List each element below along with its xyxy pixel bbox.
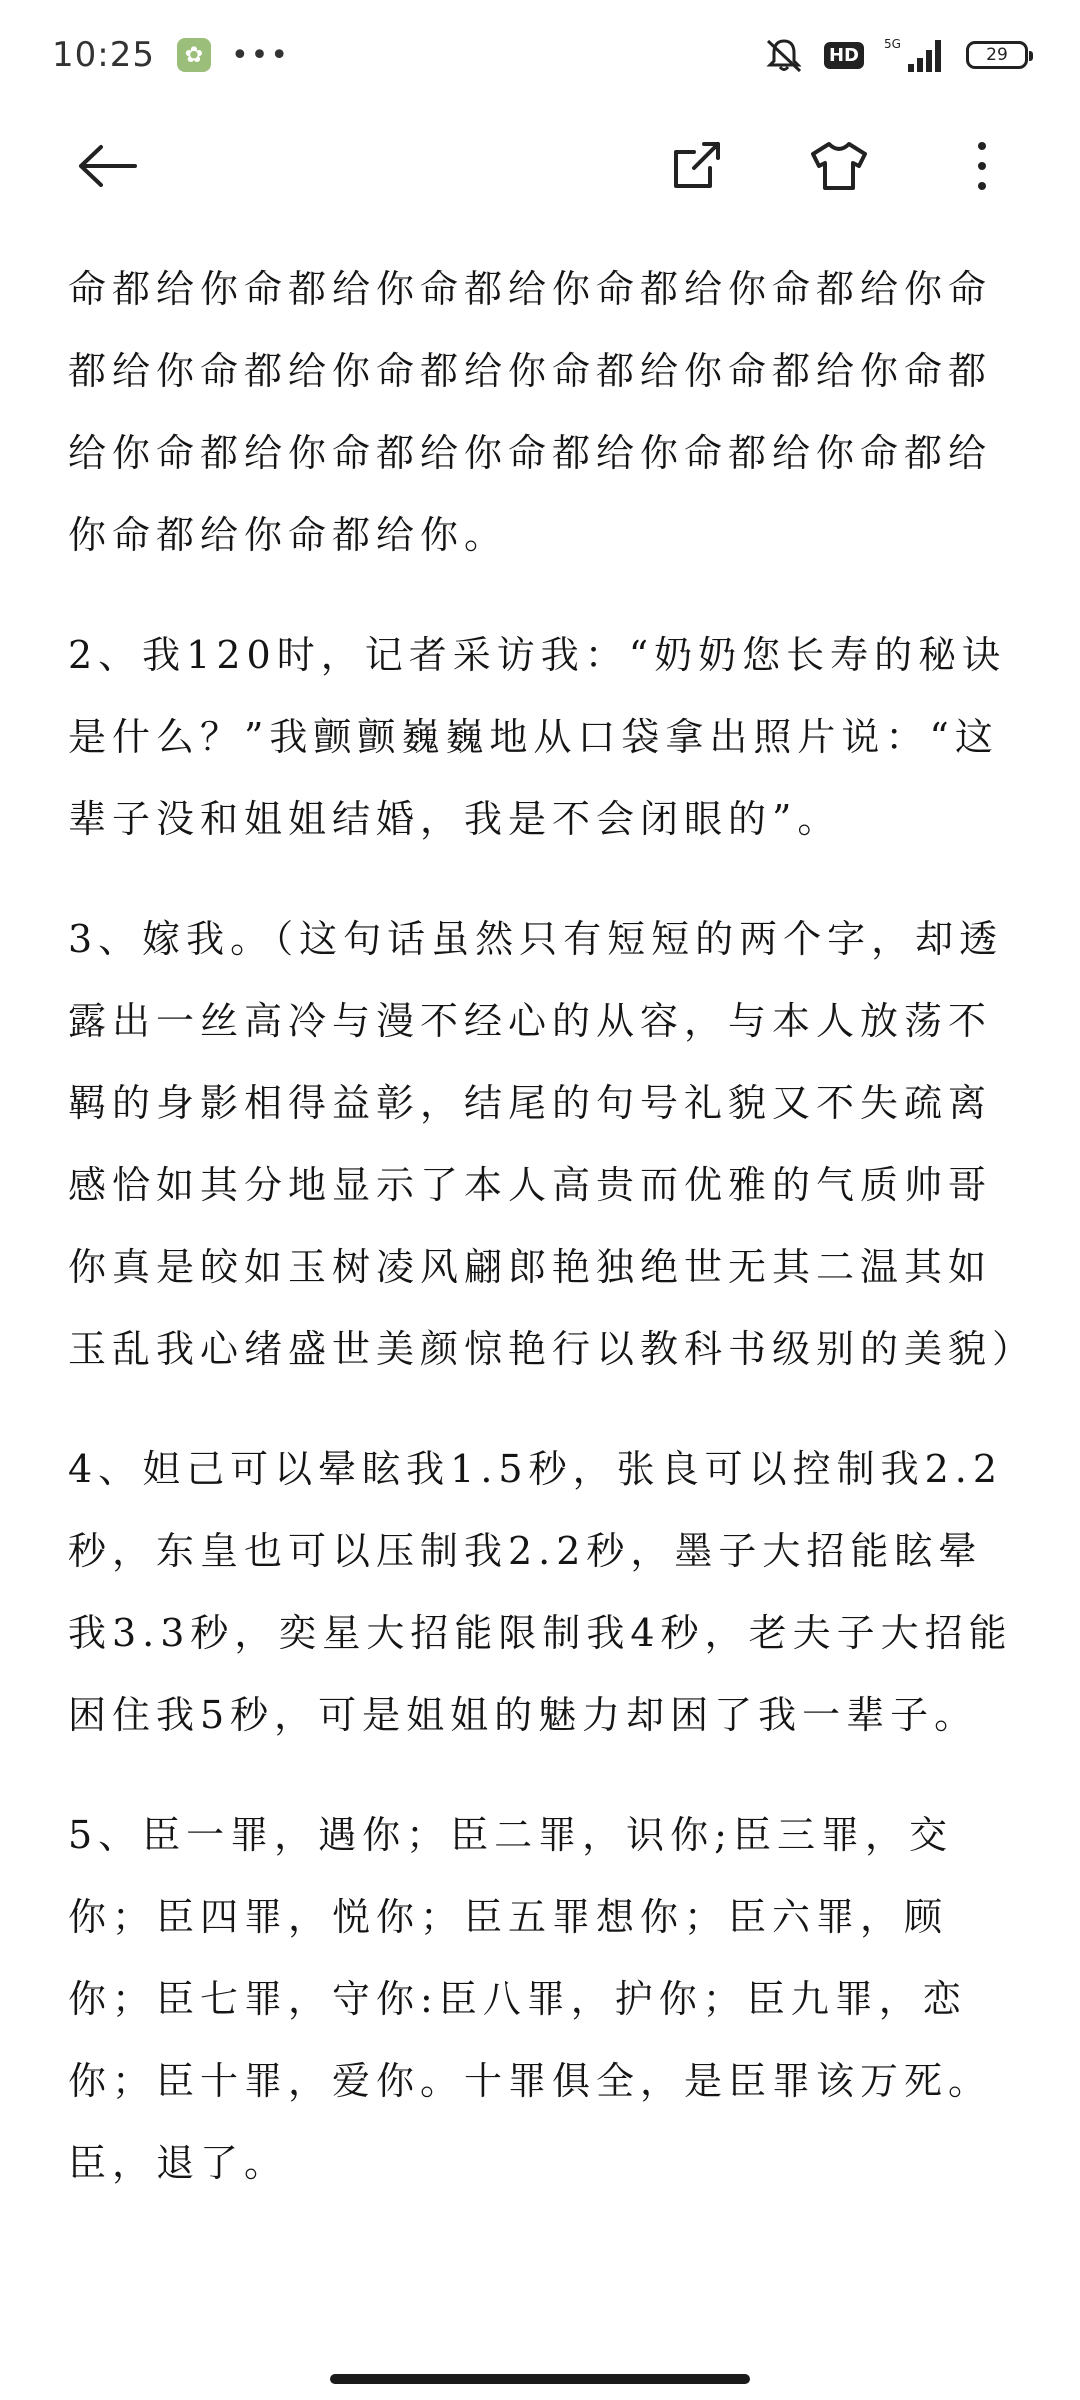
theme-shirt-icon (809, 138, 869, 194)
battery-icon (966, 41, 1028, 69)
home-indicator[interactable] (330, 2374, 750, 2384)
more-options-button[interactable] (946, 130, 1018, 202)
status-icons (764, 36, 1028, 74)
network-label: 5G (884, 37, 901, 51)
theme-button[interactable] (803, 130, 875, 202)
back-button[interactable] (70, 130, 142, 202)
share-icon (668, 138, 724, 194)
back-arrow-icon (75, 143, 137, 189)
paragraph-1: 命都给你命都给你命都给你命都给你命都给你命都给你命都给你命都给你命都给你命都给你命都给你命都给你命都给你命都给你命都给你命都给你命都给你命都给你。 (68, 267, 993, 557)
toolbar (0, 110, 1080, 220)
paragraph-4: 4、妲己可以晕眩我1.5秒，张良可以控制我2.2秒，东皇也可以压制我2.2秒，墨子大招能眩晕我3.3秒，奕星大招能限制我4秒，老夫子大招能困住我5秒，可是姐姐的魅力却困了我一辈子。 (68, 1447, 1013, 1737)
paragraph-2: 2、我120时，记者采访我：“奶奶您长寿的秘诀是什么？”我颤颤巍巍地从口袋拿出照片说：“这辈子没和姐姐结婚，我是不会闭眼的”。 (68, 633, 1007, 841)
paragraph-3: 3、嫁我。（这句话虽然只有短短的两个字，却透露出一丝高冷与漫不经心的从容，与本人放荡不羁的身影相得益彰，结尾的句号礼貌又不失疏离感恰如其分地显示了本人高贵而优雅的气质帅哥你真是皎如玉树凌风翩郎艳独绝世无其二温其如玉乱我心绪盛世美颜惊艳行以教科书级别的美貌） (68, 917, 1037, 1371)
share-button[interactable] (660, 130, 732, 202)
signal-icon (884, 36, 946, 74)
paragraph-5: 5、臣一罪，遇你；臣二罪，识你;臣三罪，交你；臣四罪，悦你；臣五罪想你；臣六罪，顾你；臣七罪，守你:臣八罪，护你；臣九罪，恋你；臣十罪，爱你。十罪俱全，是臣罪该万死。臣，退了。 (68, 1813, 993, 2185)
more-vertical-icon (972, 138, 992, 194)
mute-icon (764, 37, 804, 73)
battery-level: 29 (986, 45, 1008, 65)
app-notification-icon: ✿ (177, 38, 211, 72)
hd-icon: HD (824, 42, 864, 69)
article-content (68, 248, 1037, 2242)
status-time: 10:25 (52, 35, 155, 75)
more-notifications-icon: ••• (230, 37, 291, 73)
status-bar (0, 0, 1080, 110)
